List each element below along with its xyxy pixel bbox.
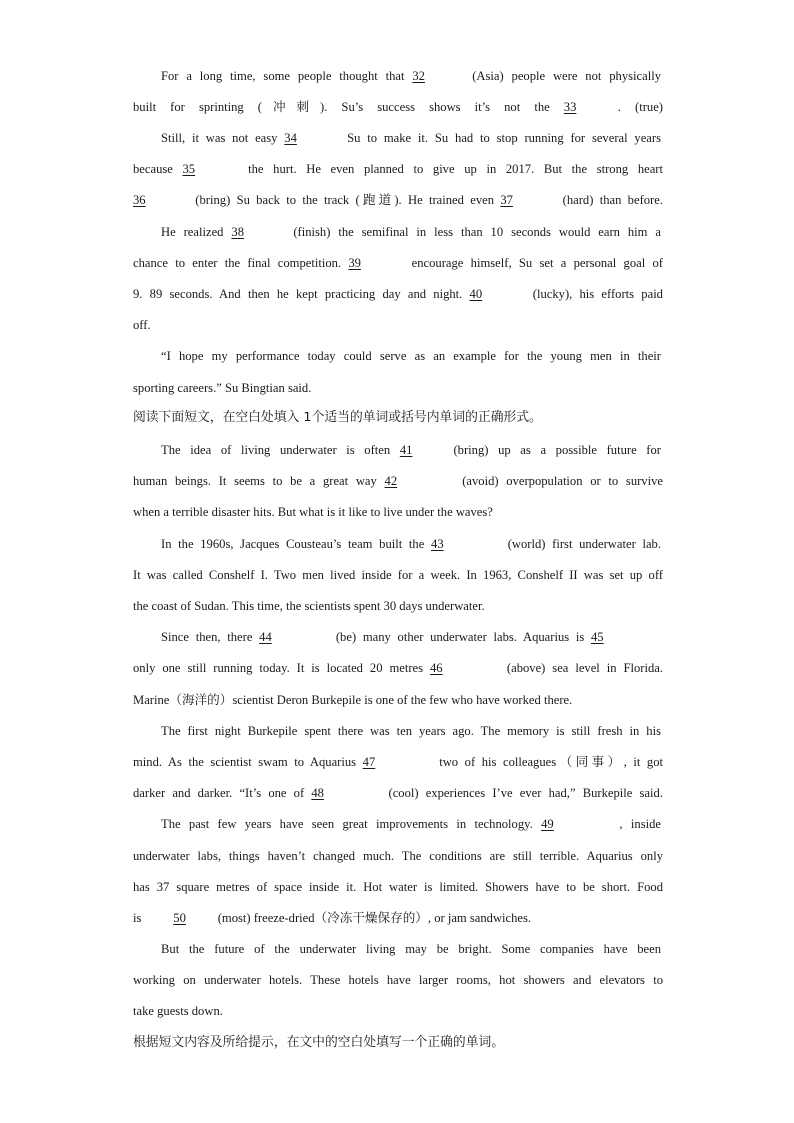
blank-44[interactable]: 44 [259,630,272,644]
blank-39[interactable]: 39 [348,256,361,270]
blank-37[interactable]: 37 [500,193,513,207]
blank-35[interactable]: 35 [182,162,196,176]
text-line: only one still running today. It is located 20 metres 46 (above) sea level in Florida. [133,661,663,675]
text-line: 36 (bring) Su back to the track (跑道). He trained even 37 (hard) than before. [133,193,663,207]
blank-45[interactable]: 45 [590,630,604,644]
blank-43[interactable]: 43 [431,537,444,551]
text-line: the coast of Sudan. This time, the scientists spent 30 days underwater. [133,599,485,613]
blank-38[interactable]: 38 [231,225,244,239]
blank-46[interactable]: 46 [429,661,443,675]
blank-48[interactable]: 48 [311,786,324,800]
blank-50[interactable]: 50 [173,911,186,925]
text-line: working on underwater hotels. These hotels have larger rooms, hot showers and elevators to [133,973,663,987]
text-line: The idea of living underwater is often 41 (bring) up as a possible future for [161,443,661,457]
blank-34[interactable]: 34 [284,131,297,145]
blank-49[interactable]: 49 [541,817,554,831]
text-line: The past few years have seen great improvements in technology. 49 , inside [161,817,661,831]
text-line: Marine（海洋的）scientist Deron Burkepile is one of the few who have worked there. [133,693,573,707]
text-line: because 35 the hurt. He even planned to give up in 2017. But the strong heart [133,162,663,176]
text-line: when a terrible disaster hits. But what is it like to live under the waves? [133,505,493,519]
text-line: sporting careers.” Su Bingtian said. [133,381,312,395]
text-line: chance to enter the final competition. 39 encourage himself, Su set a personal goal of [133,256,663,270]
text-line: For a long time, some people thought that 32 (Asia) people were not physically [161,69,661,83]
text-line: underwater labs, things haven’t changed much. The conditions are still terrible. Aquarius only [133,849,663,863]
text-line: 9. 89 seconds. And then he kept practicing day and night. 40 (lucky), his efforts paid [133,287,663,301]
text-line: But the future of the underwater living may be bright. Some companies have been [161,942,661,956]
text-line: It was called Conshelf I. Two men lived inside for a week. In 1963, Conshelf II was set up off [133,568,663,582]
blank-40[interactable]: 40 [469,287,483,301]
text-line: mind. As the scientist swam to Aquarius 47 two of his colleagues（同事）, it got [133,755,664,769]
instruction-heading: 阅读下面短文，在空白处填入 1个适当的单词或括号内单词的正确形式。 [133,410,542,425]
text-line: built for sprinting (冲刺). Su’s success shows it’s not the 33 . (true) [133,100,663,114]
blank-41[interactable]: 41 [399,443,413,457]
text-line: human beings. It seems to be a great way 42 (avoid) overpopulation or to survive [133,474,663,488]
blank-47[interactable]: 47 [362,755,376,769]
text-line: “I hope my performance today could serve as an example for the young men in their [161,349,661,363]
text-line: Since then, there 44 (be) many other underwater labs. Aquarius is 45 [161,629,661,645]
text-line: Still, it was not easy 34 Su to make it. Su had to stop running for several years [161,131,661,145]
instruction-heading: 根据短文内容及所给提示，在文中的空白处填写一个正确的单词。 [133,1035,505,1050]
text-line: is 50 (most) freeze-dried（冷冻干燥保存的）, or jam sandwiches. [133,911,532,925]
text-line: take guests down. [133,1004,223,1018]
text-line: He realized 38 (finish) the semifinal in less than 10 seconds would earn him a [161,225,661,239]
blank-42[interactable]: 42 [384,474,398,488]
text-line: off. [133,318,151,332]
text-line: In the 1960s, Jacques Cousteau’s team built the 43 (world) first underwater lab. [161,537,662,551]
text-line: The first night Burkepile spent there was ten years ago. The memory is still fresh in his [161,724,661,738]
blank-33[interactable]: 33 [563,100,577,114]
text-line: darker and darker. “It’s one of 48 (cool) experiences I’ve ever had,” Burkepile said. [133,786,663,800]
text-line: has 37 square metres of space inside it. Hot water is limited. Showers have to be short. Food [133,880,663,894]
blank-32[interactable]: 32 [412,69,425,83]
blank-36[interactable]: 36 [133,193,146,207]
